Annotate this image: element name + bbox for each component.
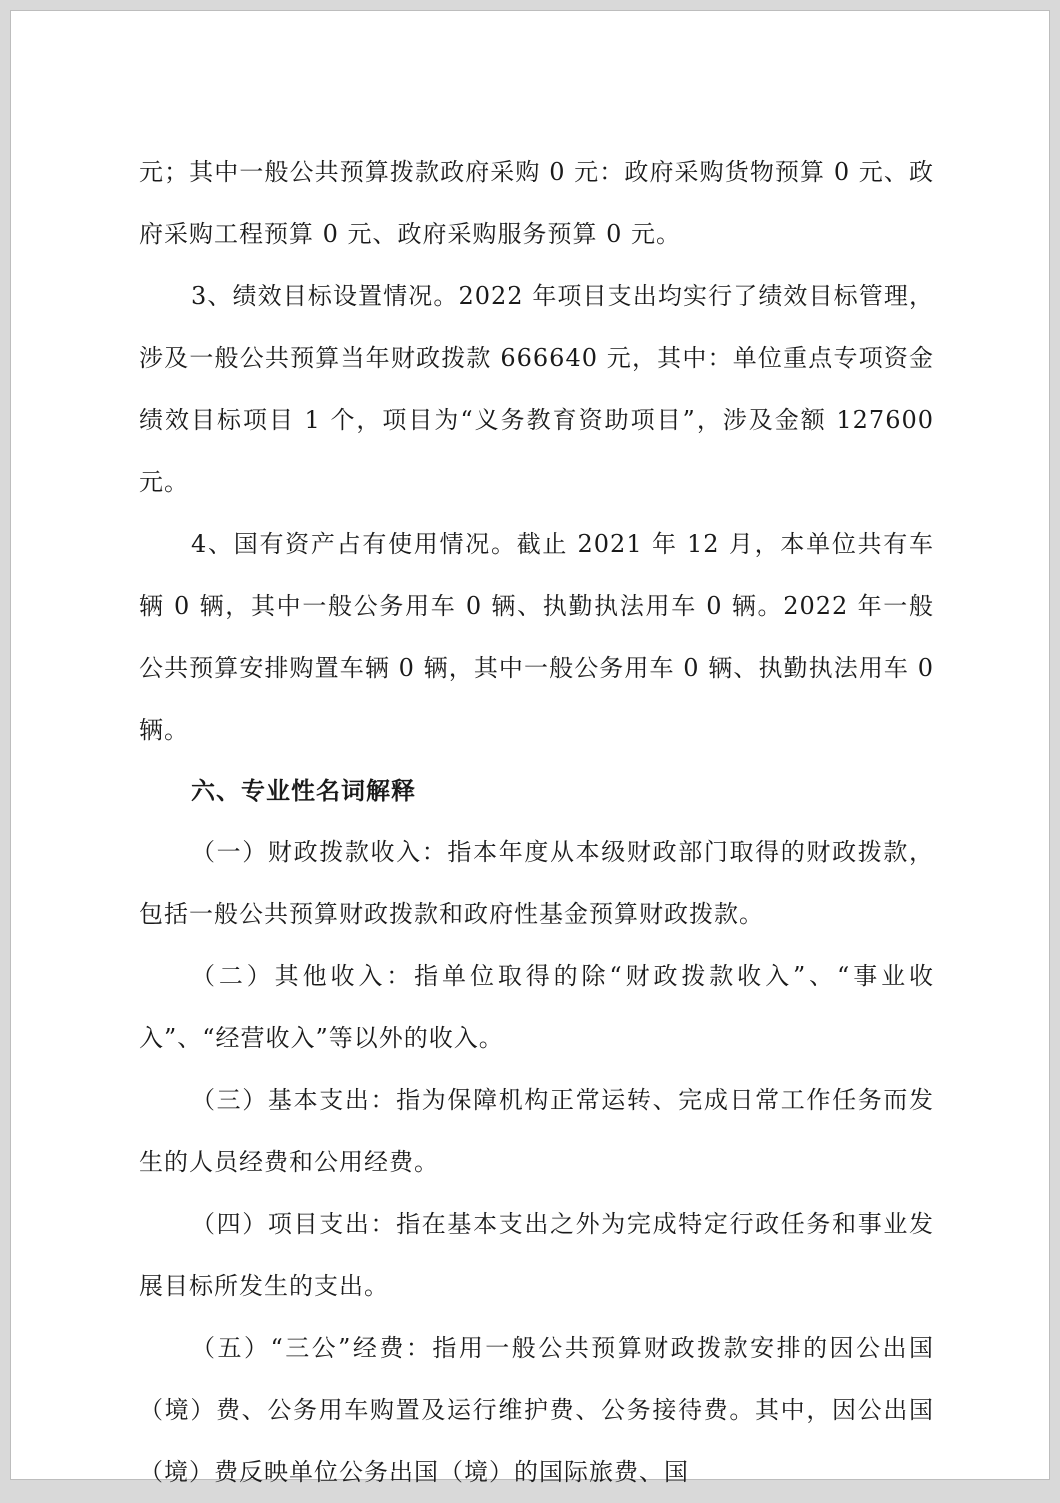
paragraph-procurement: 元；其中一般公共预算拨款政府采购 0 元：政府采购货物预算 0 元、政府采购工程预算 0 元、政府采购服务预算 0 元。 [139,158,934,248]
document-body [139,141,934,1503]
definition-item: （二）其他收入：指单位取得的除“财政拨款收入”、“事业收入”、“经营收入”等以外的收入。 [139,962,934,1052]
definition-item: （一）财政拨款收入：指本年度从本级财政部门取得的财政拨款，包括一般公共预算财政拨款和政府性基金预算财政拨款。 [139,838,934,928]
document-page [10,10,1050,1486]
definition-item: （四）项目支出：指在基本支出之外为完成特定行政任务和事业发展目标所发生的支出。 [139,1210,934,1300]
paragraph-state-assets: 4、国有资产占有使用情况。截止 2021 年 12 月，本单位共有车辆 0 辆，其中一般公务用车 0 辆、执勤执法用车 0 辆。2022 年一般公共预算安排购置车辆 0 辆，其中一般公务用车 0 辆、执勤执法用车 0 辆。 [139,530,934,744]
definition-item: （三）基本支出：指为保障机构正常运转、完成日常工作任务而发生的人员经费和公用经费。 [139,1086,934,1176]
section-heading: 六、专业性名词解释 [191,777,416,805]
definition-item: （五）“三公”经费：指用一般公共预算财政拨款安排的因公出国（境）费、公务用车购置及运行维护费、公务接待费。其中，因公出国（境）费反映单位公务出国（境）的国际旅费、国 [139,1334,934,1486]
paragraph-performance-goals: 3、绩效目标设置情况。2022 年项目支出均实行了绩效目标管理，涉及一般公共预算当年财政拨款 666640 元，其中：单位重点专项资金绩效目标项目 1 个，项目为“义务教育资助项目”，涉及金额 127600 元。 [139,282,934,496]
